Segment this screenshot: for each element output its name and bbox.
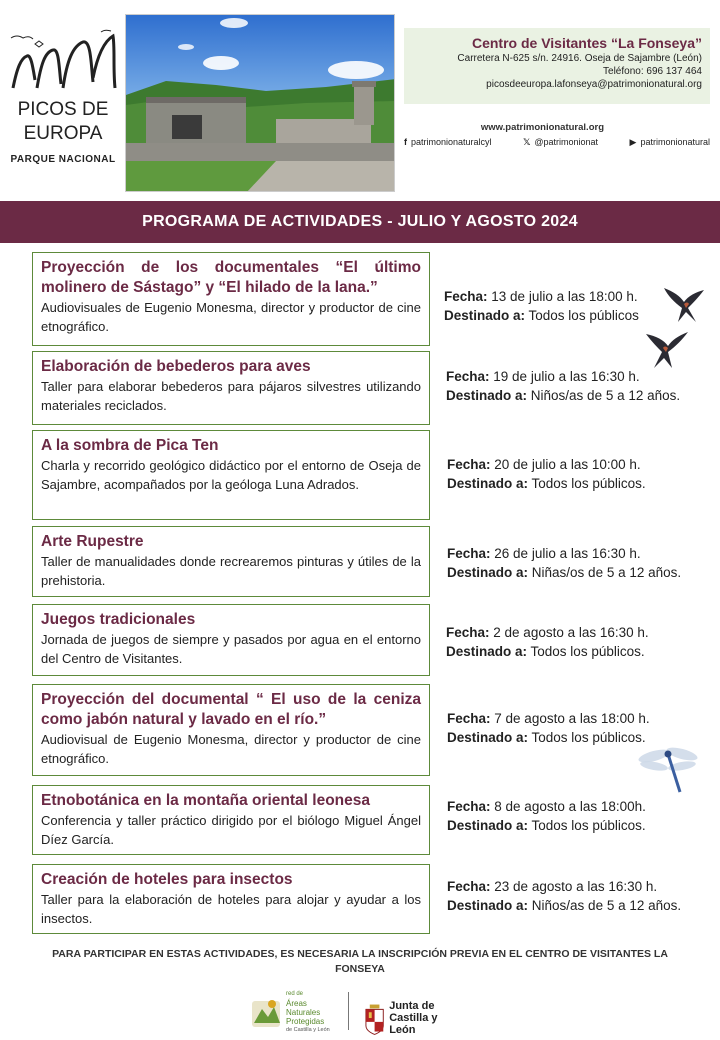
social-youtube-label: patrimonionatural	[640, 137, 710, 147]
anp-logo	[250, 992, 345, 1032]
anp-line-5: de Castilla y León	[286, 1026, 330, 1033]
social-x-label: @patrimonionat	[534, 137, 598, 147]
program-title: PROGRAMA DE ACTIVIDADES - JULIO Y AGOSTO 2024	[0, 201, 720, 243]
date-label: Fecha:	[446, 369, 490, 384]
date-value: 13 de julio a las 18:00 h.	[491, 289, 638, 304]
date-value: 2 de agosto a las 16:30 h.	[493, 625, 649, 640]
activity-title: Creación de hoteles para insectos	[41, 871, 293, 888]
footer-divider	[348, 992, 349, 1030]
activity-meta	[446, 367, 680, 405]
activity-description: Audiovisuales de Eugenio Monesma, director y productor de cine etnográfico.	[41, 300, 421, 334]
date-value: 26 de julio a las 16:30 h.	[494, 546, 641, 561]
activity-audience	[446, 642, 649, 661]
date-label: Fecha:	[444, 289, 488, 304]
jcyl-line-2: Castilla y León	[389, 1012, 438, 1036]
social-youtube[interactable]	[630, 135, 710, 149]
contact-phone: Teléfono: 696 137 464	[603, 66, 702, 77]
activity-meta	[447, 797, 646, 835]
activity-date	[447, 455, 646, 474]
audience-value: Todos los públicos.	[530, 644, 645, 659]
audience-value: Niños/as de 5 a 12 años.	[530, 388, 681, 403]
audience-label: Destinado a:	[447, 476, 529, 491]
date-label: Fecha:	[446, 625, 490, 640]
contact-address: Carretera N-625 s/n. 24916. Oseja de Sajambre (León)	[457, 53, 702, 64]
activity-card	[32, 684, 430, 776]
activity-description: Audiovisual de Eugenio Monesma, director y productor de cine etnográfico.	[41, 732, 421, 766]
anp-line-2: Áreas	[286, 998, 307, 1008]
audience-label: Destinado a:	[444, 308, 526, 323]
audience-label: Destinado a:	[447, 818, 529, 833]
contact-email[interactable]: picosdeeuropa.lafonseya@patrimonionatural.org	[486, 79, 702, 90]
activity-date	[444, 287, 639, 306]
audience-value: Niños/as de 5 a 12 años.	[531, 898, 682, 913]
logo-subtitle: PARQUE NACIONAL	[10, 154, 116, 165]
date-value: 19 de julio a las 16:30 h.	[493, 369, 640, 384]
jcyl-logo	[364, 988, 464, 1036]
activity-description: Conferencia y taller práctico dirigido por el biólogo Miguel Ángel Díez García.	[41, 813, 421, 847]
activity-date	[447, 709, 650, 728]
audience-label: Destinado a:	[446, 388, 528, 403]
activity-meta	[447, 455, 646, 493]
date-label: Fecha:	[447, 457, 491, 472]
youtube-icon: ▶	[629, 136, 637, 147]
audience-label: Destinado a:	[447, 730, 529, 745]
audience-label: Destinado a:	[446, 644, 528, 659]
activity-card	[32, 864, 430, 934]
activity-title: Arte Rupestre	[41, 533, 144, 550]
activity-meta	[444, 287, 639, 325]
activity-description: Taller de manualidades donde recrearemos pinturas y útiles de la prehistoria.	[41, 554, 421, 588]
activity-date	[447, 877, 681, 896]
activity-card	[32, 604, 430, 676]
anp-line-4: Protegidas	[286, 1016, 325, 1026]
audience-value: Todos los públicos.	[531, 818, 646, 833]
date-label: Fecha:	[447, 799, 491, 814]
dragonfly-icon	[636, 742, 700, 794]
jcyl-shield-icon	[364, 1002, 385, 1036]
activity-description: Taller para la elaboración de hoteles para alojar y ayudar a los insectos.	[41, 892, 421, 926]
activity-audience	[447, 728, 650, 747]
date-value: 8 de agosto a las 18:00h.	[494, 799, 646, 814]
activity-card	[32, 252, 430, 346]
audience-value: Todos los públicos.	[531, 730, 646, 745]
activity-title: Juegos tradicionales	[41, 611, 196, 628]
activity-audience	[447, 896, 681, 915]
anp-line-1: red de	[286, 990, 304, 997]
swallow-icon	[642, 326, 692, 372]
activity-meta	[447, 544, 681, 582]
social-facebook[interactable]	[404, 135, 492, 149]
date-value: 20 de julio a las 10:00 h.	[494, 457, 641, 472]
date-label: Fecha:	[447, 546, 491, 561]
contact-title: Centro de Visitantes “La Fonseya”	[471, 35, 702, 51]
facebook-icon: f	[404, 137, 407, 147]
swallow-icon	[660, 282, 708, 326]
activity-title: A la sombra de Pica Ten	[41, 437, 219, 454]
footer-logos	[250, 988, 470, 1036]
date-label: Fecha:	[447, 879, 491, 894]
date-value: 7 de agosto a las 18:00 h.	[494, 711, 650, 726]
logo-line-2: EUROPA	[23, 123, 103, 144]
activity-title: Elaboración de bebederos para aves	[41, 358, 311, 375]
activity-audience	[446, 386, 680, 405]
activity-title: Proyección del documental “ El uso de la ceniza como jabón natural y lavado en el río.”	[41, 691, 421, 728]
contact-box	[404, 28, 710, 104]
activity-title: Etnobotánica en la montaña oriental leonesa	[41, 792, 371, 809]
activity-date	[447, 544, 681, 563]
audience-value: Todos los públicos.	[531, 476, 646, 491]
anp-emblem-icon	[250, 995, 282, 1029]
social-facebook-label: patrimonionaturalcyl	[411, 137, 492, 147]
activity-audience	[447, 563, 681, 582]
activity-description: Charla y recorrido geológico didáctico por el entorno de Oseja de Sajambre, acompañados por la geóloga Luna Adrados.	[41, 458, 421, 492]
activity-card	[32, 351, 430, 425]
audience-label: Destinado a:	[447, 565, 529, 580]
anp-line-3: Naturales	[286, 1007, 321, 1017]
park-logo	[4, 28, 122, 188]
activity-card	[32, 785, 430, 855]
jcyl-line-1: Junta de	[389, 1000, 435, 1012]
activity-title: Proyección de los documentales “El último molinero de Sástago” y “El hilado de la lana.”	[41, 259, 421, 296]
activity-card	[32, 430, 430, 520]
activity-description: Jornada de juegos de siempre y pasados por agua en el entorno del Centro de Visitantes.	[41, 632, 421, 666]
audience-value: Todos los públicos	[528, 308, 639, 323]
website-link[interactable]: www.patrimonionatural.org	[480, 122, 604, 133]
logo-line-1: PICOS DE	[17, 99, 109, 120]
audience-label: Destinado a:	[447, 898, 529, 913]
activity-date	[446, 623, 649, 642]
activity-date	[447, 797, 646, 816]
date-label: Fecha:	[447, 711, 491, 726]
registration-notice: PARA PARTICIPAR EN ESTAS ACTIVIDADES, ES NECESARIA LA INSCRIPCIÓN PREVIA EN EL CENTRO DE VISITANTES LA FONSEYA	[52, 948, 668, 975]
activity-meta	[447, 709, 650, 747]
date-value: 23 de agosto a las 16:30 h.	[494, 879, 658, 894]
activity-audience	[447, 816, 646, 835]
visitor-center-photo	[125, 14, 395, 192]
activity-meta	[447, 877, 681, 915]
social-x[interactable]	[523, 135, 598, 149]
activity-card	[32, 526, 430, 597]
social-links	[404, 135, 710, 149]
audience-value: Niñas/os de 5 a 12 años.	[531, 565, 682, 580]
mountain-logo-icon	[7, 28, 119, 92]
activity-description: Taller para elaborar bebederos para pájaros silvestres utilizando materiales reciclados.	[41, 379, 421, 413]
x-icon: 𝕏	[523, 136, 531, 147]
activity-audience	[447, 474, 646, 493]
activity-audience	[444, 306, 639, 325]
activity-meta	[446, 623, 649, 661]
